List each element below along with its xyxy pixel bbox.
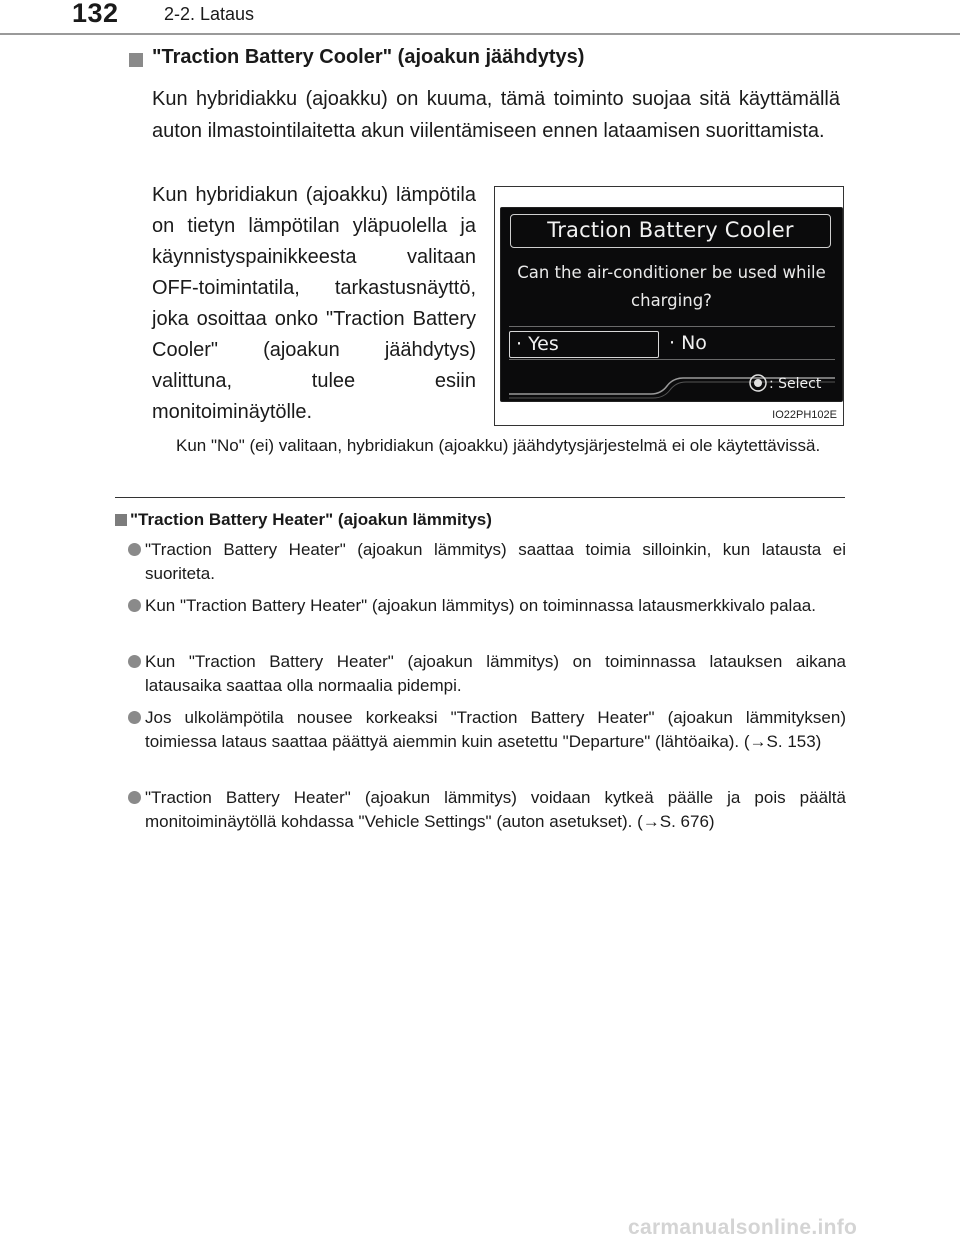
list-item (128, 650, 846, 698)
section-marker-icon (115, 514, 127, 526)
bullet-icon (128, 791, 141, 804)
dial-select-icon (749, 374, 767, 392)
cooler-screen-explanation: Kun hybridiakun (ajoakku) lämpötila on tietyn lämpötilan yläpuolella ja käynnistyspainikkeesta valitaan OFF-toimintatila, tarkastusnäyttö, joka osoittaa onko "Traction Battery Cooler" (ajoakun jäähdytys) valittuna, tulee esiin monitoiminäytölle. (152, 184, 476, 423)
section-title: 2-2. Lataus (164, 4, 255, 24)
list-item (128, 594, 846, 618)
multi-information-display (500, 207, 843, 402)
list-item-text: Jos ulkolämpötila nousee korkeaksi "Traction Battery Heater" (ajoakun lämmityksen) toimiessa lataus saattaa päättyä aiemmin kuin asetettu "Departure" (lähtöaika). (→S. 153) (145, 708, 846, 751)
list-item-text: Kun "Traction Battery Heater" (ajoakun lämmitys) on toiminnassa latausmerkkivalo palaa. (145, 596, 816, 615)
section-marker-icon (129, 53, 143, 67)
list-item-text: Kun "Traction Battery Heater" (ajoakun lämmitys) on toiminnassa latauksen aikana latausaika saattaa olla normaalia pidempi. (145, 652, 846, 695)
page-number: 132 (72, 0, 119, 28)
bullet-icon (128, 599, 141, 612)
select-hint: : Select (769, 376, 822, 392)
list-item-text: "Traction Battery Heater" (ajoakun lämmitys) saattaa toimia silloinkin, kun latausta ei suoriteta. (145, 540, 846, 583)
list-item-text: "Traction Battery Heater" (ajoakun lämmitys) voidaan kytkeä päälle ja pois päältä monitoiminäytöllä kohdassa "Vehicle Settings" (auton asetukset). (→S. 676) (145, 788, 846, 831)
list-item (128, 706, 846, 754)
list-item (128, 538, 846, 586)
watermark: carmanualsonline.info (628, 1216, 858, 1239)
list-item (128, 786, 846, 834)
screen-question: Can the air-conditioner be used while charging? (517, 263, 826, 310)
section-divider (115, 497, 845, 498)
cooler-description: Kun hybridiakku (ajoakku) on kuuma, tämä toiminto suojaa sitä käyttämällä auton ilmastointilaitetta akun viilentämiseen ennen lataamisen suorittamista. (152, 88, 840, 142)
section-heading-heater: "Traction Battery Heater" (ajoakun lämmitys) (130, 510, 492, 529)
no-option-button[interactable]: · No (669, 332, 707, 354)
screen-title: Traction Battery Cooler (510, 214, 831, 248)
bullet-icon (128, 543, 141, 556)
section-heading-cooler: "Traction Battery Cooler" (ajoakun jäähdytys) (152, 46, 585, 68)
figure-cooler-screen (494, 186, 844, 426)
bullet-icon (128, 711, 141, 724)
yes-option-button[interactable]: · Yes (509, 331, 659, 358)
header-rule (0, 33, 960, 35)
cooler-note: Kun "No" (ei) valitaan, hybridiakun (ajoakku) jäähdytysjärjestelmä ei ole käytettävissä. (176, 436, 821, 455)
figure-code: IO22PH102E (772, 409, 837, 421)
bullet-icon (128, 655, 141, 668)
